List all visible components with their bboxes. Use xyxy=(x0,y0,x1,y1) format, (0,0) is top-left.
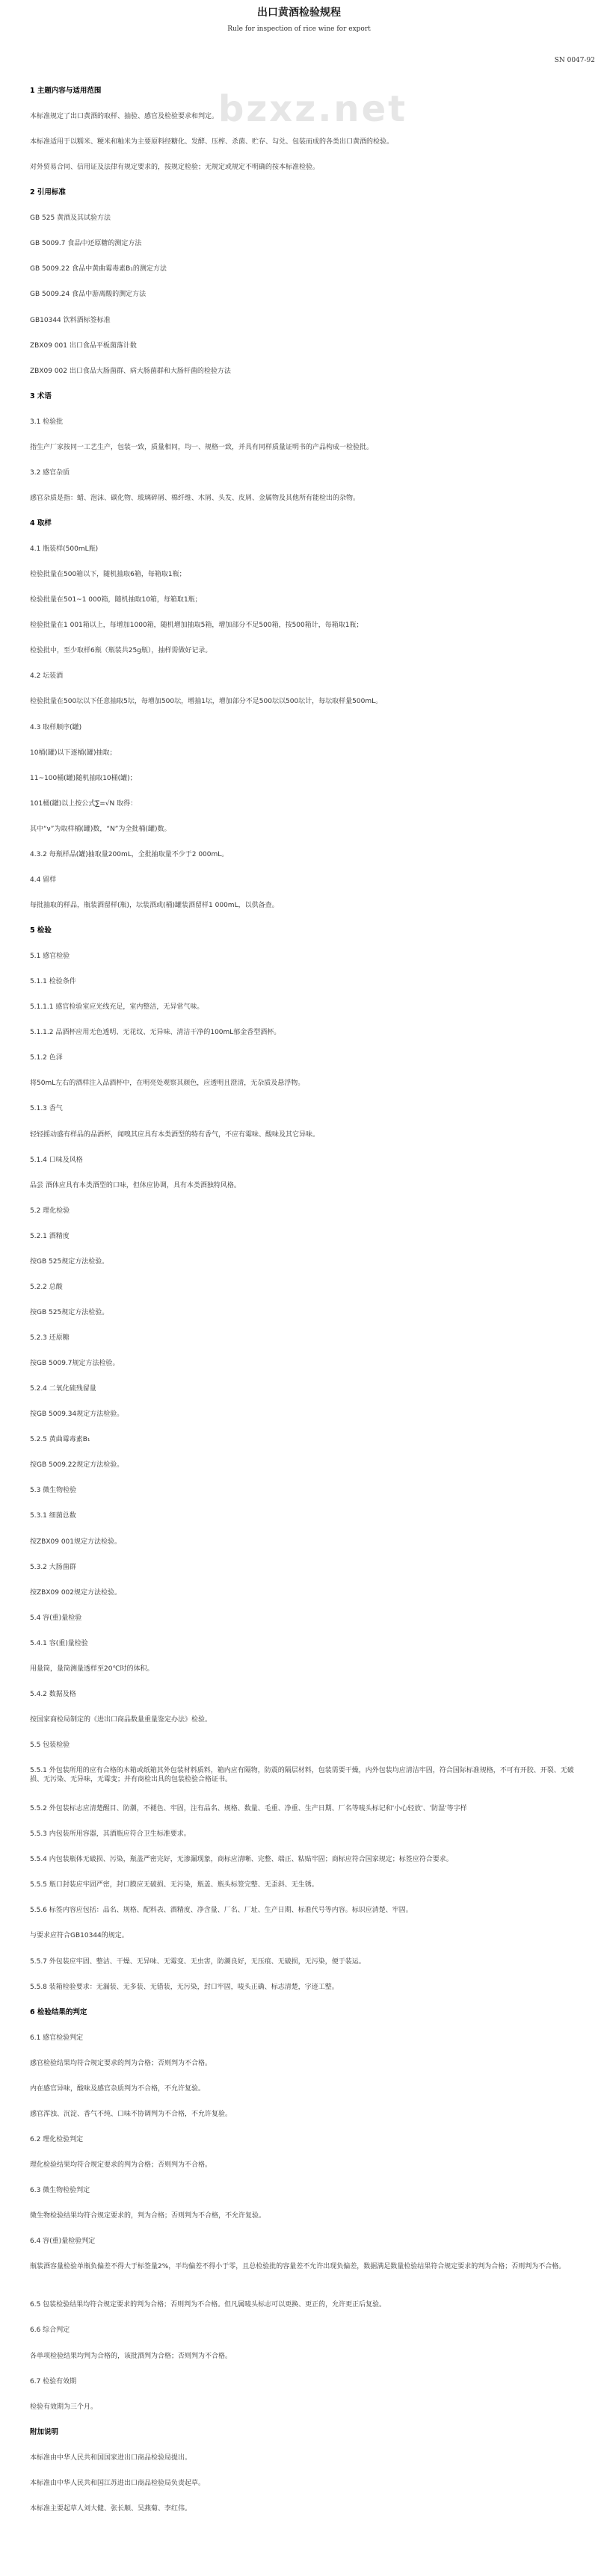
body-line: 5.2.1 酒精度 xyxy=(30,1233,70,1240)
body-line: 5.1.1.2 品酒杯应用无色透明、无花纹、无异味、清洁干净的100mL郁金香型酒杯。 xyxy=(30,1029,281,1036)
body-line: 按ZBX09 002规定方法检验。 xyxy=(30,1589,121,1597)
body-line: GB10344 饮料酒标签标准 xyxy=(30,317,111,324)
body-line: 按GB 5009.34规定方法检验。 xyxy=(30,1411,124,1418)
body-line: 指生产厂家按同一工艺生产，包装一致，质量相同，均一、规格一致，并具有同样质量证明书的产品构成一检验批。 xyxy=(30,444,374,451)
body-line: 5.5.8 装箱检验要求：无漏装、无多装、无错装，无污染，封口牢固，唛头正确、标志清楚，字迹工整。 xyxy=(30,1984,339,1991)
body-line: 6.7 检验有效期 xyxy=(30,2378,77,2385)
body-line: 每批抽取的样品，瓶装酒留样(瓶)，坛装酒或(桶)罐装酒留样1 000mL，以供备查。 xyxy=(30,902,279,909)
section-heading: 1 主题内容与适用范围 xyxy=(30,87,102,95)
document-subtitle: Rule for inspection of rice wine for export xyxy=(227,25,371,33)
body-line: 5.1.3 香气 xyxy=(30,1105,63,1112)
body-line: 5.3.2 大肠菌群 xyxy=(30,1564,76,1571)
body-line: 4.3 取样顺序(罐) xyxy=(30,724,82,731)
body-line: 5.2.5 黄曲霉毒素B₁ xyxy=(30,1436,90,1443)
body-line: 4.1 瓶装样(500mL瓶) xyxy=(30,545,99,553)
body-line: 5.1.1 检验条件 xyxy=(30,978,76,985)
body-line: GB 5009.22 食品中黄曲霉毒素B₁的测定方法 xyxy=(30,265,167,273)
body-line: 5.4 容(重)量检验 xyxy=(30,1614,82,1622)
body-line: 本标准规定了出口黄酒的取样、抽验、感官及检验要求和判定。 xyxy=(30,113,219,120)
body-line: 5.4.2 数据及格 xyxy=(30,1691,76,1698)
body-line: 与要求应符合GB10344的规定。 xyxy=(30,1932,129,1939)
body-line: 5.1 感官检验 xyxy=(30,953,70,960)
body-line: 5.5.5 瓶口封装应牢固严密，封口膜应无破损、无污染，瓶盖、瓶头标签完整、无歪斜、无生锈。 xyxy=(30,1881,318,1889)
body-line: 将50mL左右的酒样注入品酒杯中，在明亮处观察其颜色，应透明且澄清，无杂质及悬浮物。 xyxy=(30,1080,305,1087)
body-line: 5.5.6 标签内容应包括：品名、规格、配料表、酒精度、净含量、厂名、厂址、生产日期、标准代号等内容。标识应清楚、牢固。 xyxy=(30,1907,413,1914)
body-line: 5.2 理化检验 xyxy=(30,1207,70,1215)
body-line: 5.1.2 色泽 xyxy=(30,1054,63,1062)
body-line: 5.5.3 内包装所用容器，其酒瓶应符合卫生标准要求。 xyxy=(30,1830,191,1838)
body-line: 内在感官异味，酸味及感官杂质判为不合格，不允许复验。 xyxy=(30,2085,206,2093)
body-line: 瓶装酒容量检验单瓶负偏差不得大于标签量2%，平均偏差不得小于零，且总检验批的容量差不允许出现负偏差，数据满足数量检验结果符合规定要求的判为合格；否则判为不合格。 xyxy=(30,2263,566,2270)
body-line: 感官浑浊、沉淀、香气不纯、口味不协调判为不合格，不允许复验。 xyxy=(30,2111,232,2118)
body-line: 11~100桶(罐)随机抽取10桶(罐)； xyxy=(30,775,137,782)
body-line: 5.2.2 总酸 xyxy=(30,1284,63,1291)
body-line: 用量筒，量筒测量透样至20℃时的体积。 xyxy=(30,1665,154,1673)
body-line: 按ZBX09 001规定方法检验。 xyxy=(30,1538,121,1546)
body-line: 3.2 感官杂质 xyxy=(30,469,70,477)
body-line: 6.2 理化检验判定 xyxy=(30,2136,84,2143)
body-line: 本标准适用于以糯米、粳米和籼米为主要原料经糖化、发酵、压榨、杀菌、贮存、勾兑、包装而成的各类出口黄酒的检验。 xyxy=(30,138,394,146)
body-line: 检验批量在501~1 000箱，随机抽取10箱，每箱取1瓶； xyxy=(30,596,202,604)
body-line: GB 5009.7 食品中还原糖的测定方法 xyxy=(30,240,142,247)
body-line: 6.5 包装检验结果均符合规定要求的判为合格；否则判为不合格。但凡属唛头标志可以更换、更正的，允许更正后复验。 xyxy=(30,2301,386,2309)
body-line: 感官检验结果均符合规定要求的判为合格；否则判为不合格。 xyxy=(30,2060,212,2067)
watermark: bzxz.net xyxy=(218,88,408,130)
section-heading: 4 取样 xyxy=(30,519,52,527)
body-line: 各单项检验结果均判为合格的，该批酒判为合格；否则判为不合格。 xyxy=(30,2353,232,2360)
body-line: 6.1 感官检验判定 xyxy=(30,2034,84,2042)
section-heading: 3 术语 xyxy=(30,392,52,400)
body-line: 检验批量在500箱以下，随机抽取6箱，每箱取1瓶； xyxy=(30,571,186,578)
body-line: 本标准由中华人民共和国江苏进出口商品检验局负责起草。 xyxy=(30,2480,206,2487)
body-line: 5.5.2 外包装标志应清楚醒目、防潮，不褪色、牢固，注有品名、规格、数量、毛重、净重、生产日期、厂名等唛头标记和'小心轻放'、'防湿'等字样 xyxy=(30,1805,467,1812)
section-heading: 附加说明 xyxy=(30,2428,59,2436)
body-line: 5.5 包装检验 xyxy=(30,1741,70,1749)
body-line: 检验批量在500坛以下任意抽取5坛，每增加500坛，增抽1坛，增加部分不足500坛以500坛计，每坛取样量500mL。 xyxy=(30,698,383,705)
body-line: 检验批中，至少取样6瓶（瓶装共25g瓶），抽样需做好记录。 xyxy=(30,647,212,654)
body-line: 按国家商检局制定的《进出口商品数量重量鉴定办法》检验。 xyxy=(30,1716,212,1724)
body-line: 101桶(罐)以上按公式∑=√N 取得： xyxy=(30,800,138,808)
body-line: 按GB 525规定方法检验。 xyxy=(30,1309,109,1316)
body-line: 本标准主要起草人刘大健、张长顺、吴燕菊、李红伟。 xyxy=(30,2505,192,2512)
body-line: 3.1 检验批 xyxy=(30,418,64,426)
body-line: 5.5.7 外包装应牢固、整洁、干燥、无异味、无霉变、无虫害，防潮良好，无压痕、无破损，无污染，便于装运。 xyxy=(30,1958,366,1966)
body-line: GB 525 黄酒及其试验方法 xyxy=(30,214,111,222)
body-line: 6.6 综合判定 xyxy=(30,2326,70,2334)
body-line: 4.2 坛装酒 xyxy=(30,672,64,680)
body-line: 4.3.2 每瓶样品(罐)抽取量200mL，全批抽取量不少于2 000mL。 xyxy=(30,851,229,858)
body-line: ZBX09 001 出口食品平板菌落计数 xyxy=(30,342,137,350)
body-line: 本标准由中华人民共和国国家进出口商品检验局提出。 xyxy=(30,2454,192,2462)
section-heading: 2 引用标准 xyxy=(30,188,66,196)
body-line: 4.4 留样 xyxy=(30,876,57,884)
body-line: 5.1.1.1 感官检验室应光线充足，室内整洁，无异常气味。 xyxy=(30,1003,204,1011)
standard-number: SN 0047-92 xyxy=(554,57,595,64)
body-line: 感官杂质是指：蜡、泡沫、碳化物、玻璃碎屑、棉纤维、木屑、头发、皮屑、金属物及其他所有能检出的杂物。 xyxy=(30,495,360,502)
body-line: 5.1.4 口味及风格 xyxy=(30,1157,83,1164)
body-line: 10桶(罐)以下逐桶(罐)抽取； xyxy=(30,749,117,757)
body-line: 按GB 5009.7规定方法检验。 xyxy=(30,1360,120,1367)
body-line: GB 5009.24 食品中游离酸的测定方法 xyxy=(30,291,147,298)
body-line: 检验有效期为三个月。 xyxy=(30,2403,98,2411)
body-line: 5.3.1 细菌总数 xyxy=(30,1512,76,1520)
body-line: 5.2.3 还原糖 xyxy=(30,1334,70,1342)
body-line: 按GB 525规定方法检验。 xyxy=(30,1258,109,1266)
body-line: 5.5.4 内包装瓶体无破损、污染，瓶盖严密完好，无渗漏现象，商标应清晰、完整、端正、粘贴牢固；商标应符合国家规定；标签应符合要求。 xyxy=(30,1856,453,1863)
body-line: 轻轻摇动盛有样品的品酒杯，闻嗅其应具有本类酒型的特有香气，不应有霉味、酸味及其它异味。 xyxy=(30,1131,320,1139)
body-line: 品尝 酒体应具有本类酒型的口味，但体应协调，具有本类酒独特风格。 xyxy=(30,1182,241,1189)
body-line: 6.4 容(重)量检验判定 xyxy=(30,2238,96,2245)
body-line: ZBX09 002 出口食品大肠菌群、病大肠菌群和大肠杆菌的检验方法 xyxy=(30,368,231,375)
body-line: 5.2.4 二氧化硫残留量 xyxy=(30,1385,96,1393)
section-heading: 6 检验结果的判定 xyxy=(30,2008,87,2016)
body-line: 5.5.1 外包装所用的应有合格的木箱或纸箱其外包装材料质料，箱内应有隔物，防震的隔层材料，包装需要干燥，内外包装均应清洁牢固，符合国际标准规格，不可有开胶、开裂、无破损、无污染、无异味，无霉变；并有商检出具的包装检验合格证书。 xyxy=(30,1767,574,1783)
body-line: 对外贸易合同、信用证及法律有规定要求的，按规定检验；无规定或规定不明确的按本标准检验。 xyxy=(30,164,320,171)
body-line: 6.3 微生物检验判定 xyxy=(30,2187,90,2194)
body-line: 检验批量在1 001箱以上，每增加1000箱，随机增加抽取5箱，增加部分不足500箱，按500箱计，每箱取1瓶； xyxy=(30,622,363,629)
body-line: 5.3 微生物检验 xyxy=(30,1487,77,1494)
section-heading: 5 检验 xyxy=(30,926,52,935)
body-line: 5.4.1 容(重)量检验 xyxy=(30,1640,88,1647)
document-title: 出口黄酒检验规程 xyxy=(257,7,341,19)
body-line: 按GB 5009.22规定方法检验。 xyxy=(30,1461,124,1469)
body-line: 理化检验结果均符合规定要求的判为合格；否则判为不合格。 xyxy=(30,2161,212,2169)
body-line: 微生物检验结果均符合规定要求的，判为合格；否则判为不合格，不允许复验。 xyxy=(30,2212,266,2220)
body-line: 其中“ν”为取样桶(罐)数，“N”为全批桶(罐)数。 xyxy=(30,826,171,833)
